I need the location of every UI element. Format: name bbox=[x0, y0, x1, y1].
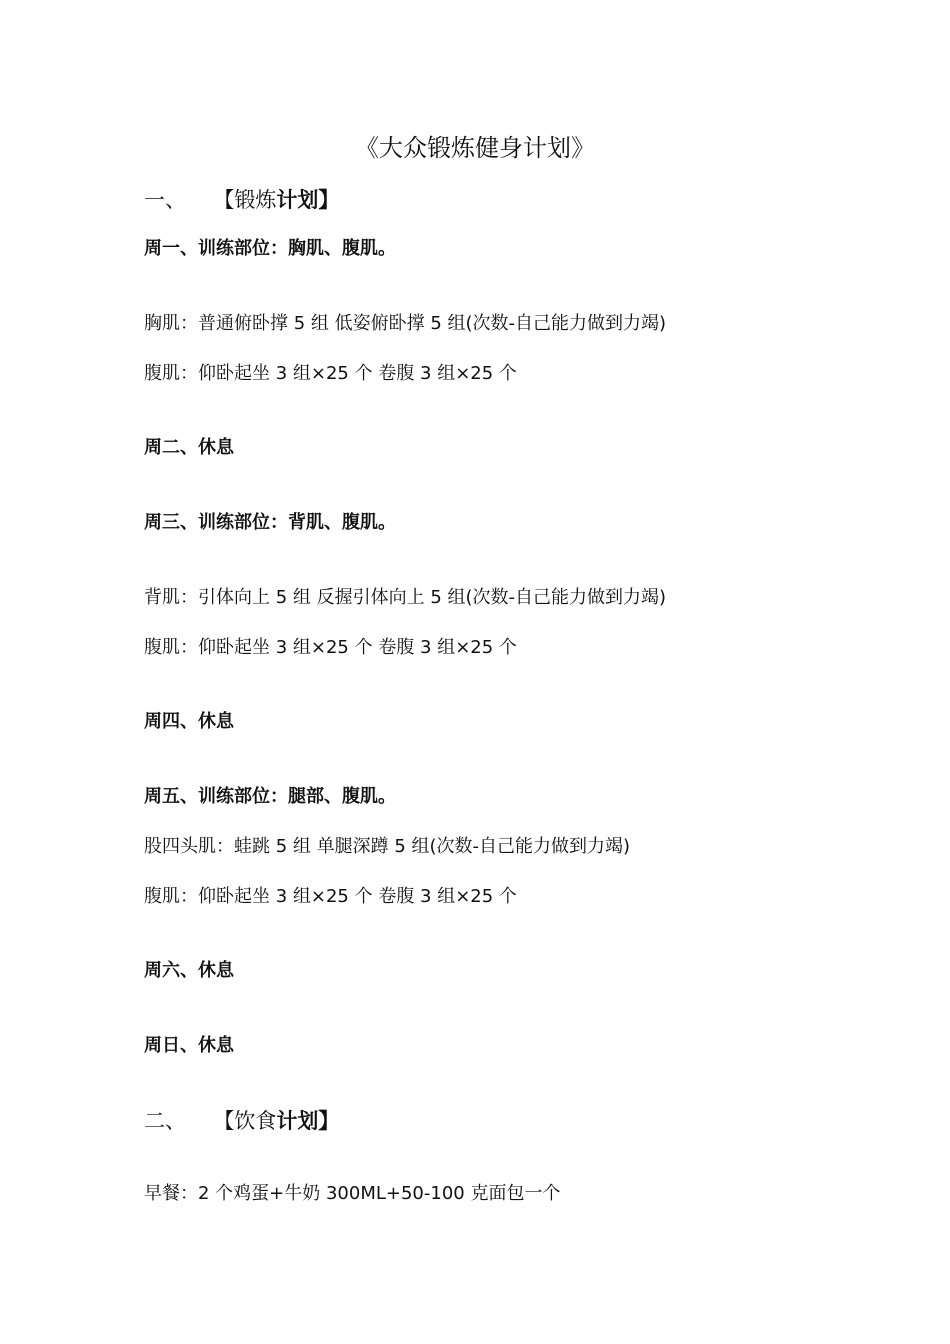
section-heading-text: 【饮食 bbox=[213, 1109, 277, 1133]
diet-line-breakfast: 早餐：2 个鸡蛋+牛奶 300ML+50-100 克面包一个 bbox=[144, 1183, 561, 1204]
exercise-line-abs: 腹肌：仰卧起坐 3 组×25 个 卷腹 3 组×25 个 bbox=[144, 886, 517, 907]
day-heading-wednesday: 周三、训练部位：背肌、腹肌。 bbox=[144, 512, 396, 533]
section-heading-exercise bbox=[144, 190, 339, 211]
section-heading-bold-text: 计划】 bbox=[276, 1109, 340, 1133]
section-heading-diet bbox=[144, 1111, 339, 1132]
day-heading-tuesday: 周二、休息 bbox=[144, 437, 234, 458]
exercise-line-back: 背肌：引体向上 5 组 反握引体向上 5 组(次数-自己能力做到力竭) bbox=[144, 587, 667, 608]
section-number: 二、 bbox=[144, 1109, 186, 1133]
day-heading-thursday: 周四、休息 bbox=[144, 711, 234, 732]
exercise-line-quads: 股四头肌：蛙跳 5 组 单腿深蹲 5 组(次数-自己能力做到力竭) bbox=[144, 836, 631, 857]
exercise-line-abs: 腹肌：仰卧起坐 3 组×25 个 卷腹 3 组×25 个 bbox=[144, 363, 517, 384]
section-heading-bold-text: 计划】 bbox=[276, 188, 340, 212]
section-number: 一、 bbox=[144, 188, 186, 212]
day-heading-friday: 周五、训练部位：腿部、腹肌。 bbox=[144, 786, 396, 807]
day-heading-sunday: 周日、休息 bbox=[144, 1035, 234, 1056]
day-heading-saturday: 周六、休息 bbox=[144, 960, 234, 981]
exercise-line-abs: 腹肌：仰卧起坐 3 组×25 个 卷腹 3 组×25 个 bbox=[144, 637, 517, 658]
section-heading-text: 【锻炼 bbox=[213, 188, 277, 212]
exercise-line-chest: 胸肌：普通俯卧撑 5 组 低姿俯卧撑 5 组(次数-自己能力做到力竭) bbox=[144, 313, 667, 334]
day-heading-monday: 周一、训练部位：胸肌、腹肌。 bbox=[144, 238, 396, 259]
document-title: 《大众锻炼健身计划》 bbox=[355, 134, 595, 162]
